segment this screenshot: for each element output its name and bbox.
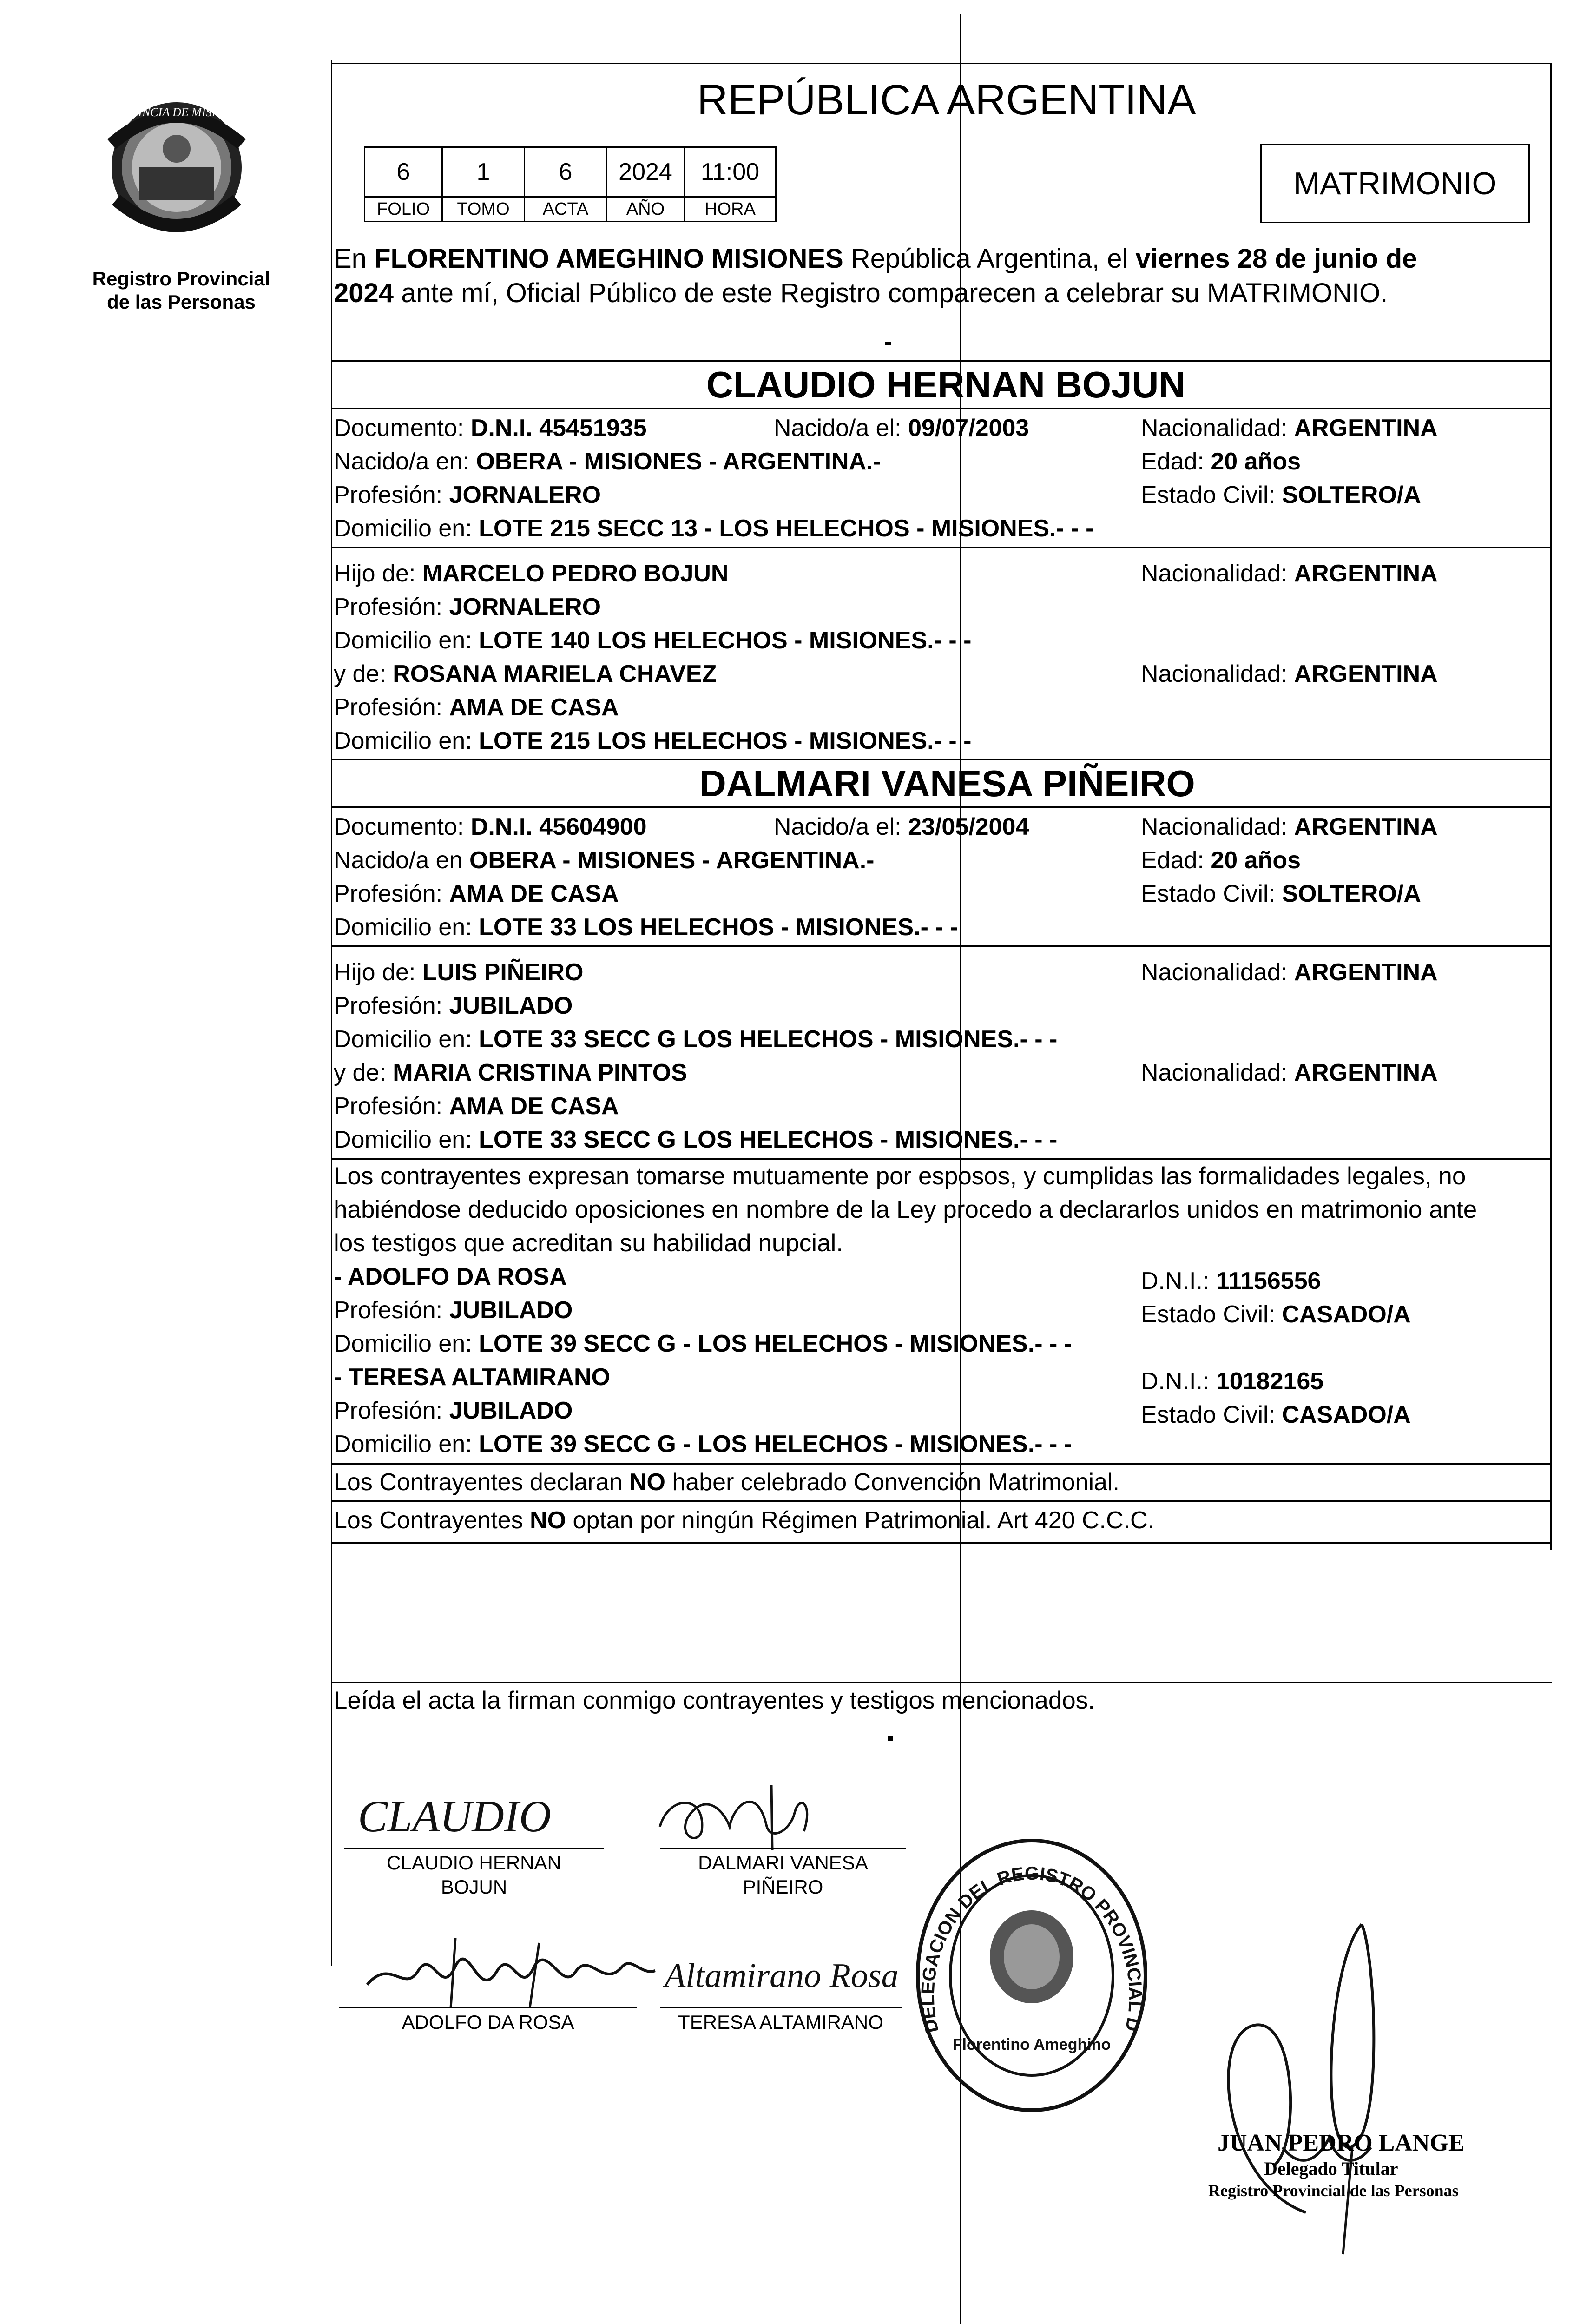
left-margin-line-lower <box>331 1501 332 1966</box>
official-name: JUAN PEDRO LANGE <box>1218 2130 1465 2156</box>
signer2-caption: DALMARI VANESA PIÑEIRO <box>698 1852 868 1898</box>
witness2-dni: D.N.I.: 10182165 <box>1141 1368 1324 1395</box>
spouse2-nationality: Nacionalidad: ARGENTINA <box>1141 813 1438 840</box>
signature-delegate <box>1190 1906 1450 2261</box>
seal-text: PROVINCIA DE MISIONES <box>107 106 246 119</box>
folio-label: FOLIO <box>364 196 443 222</box>
svg-text:Altamirano Rosa: Altamirano Rosa <box>665 1957 899 1995</box>
rule-notes-bottom <box>331 1542 1552 1544</box>
province-seal-icon <box>93 79 260 256</box>
spouse1-birthdate: Nacido/a el: 09/07/2003 <box>774 415 1029 442</box>
year-value: 2024 <box>606 146 685 198</box>
closing-text: Leída el acta la firman conmigo contrayentes y testigos mencionados. <box>334 1687 1095 1714</box>
declaration-line-3: los testigos que acreditan su habilidad nupcial. <box>334 1229 843 1257</box>
rule-spouse2-parents <box>331 945 1552 947</box>
spouse1-mother-profession: Profesión: AMA DE CASA <box>334 694 619 721</box>
svg-text:CLAUDIO: CLAUDIO <box>358 1791 552 1841</box>
year-label: AÑO <box>606 196 685 222</box>
hour-value: 11:00 <box>684 146 777 198</box>
note-regime: Los Contrayentes NO optan por ningún Régimen Patrimonial. Art 420 C.C.C. <box>334 1507 1155 1534</box>
spouse2-profession: Profesión: AMA DE CASA <box>334 880 619 907</box>
scan-mark-1 <box>885 342 891 345</box>
signer1-caption: CLAUDIO HERNAN BOJUN <box>387 1852 561 1898</box>
celebration-year: 2024 <box>334 278 394 308</box>
spouse2-birthdate: Nacido/a el: 23/05/2004 <box>774 813 1029 840</box>
svg-text:DELEGACION DEL REGISTRO PROVIN: DELEGACION DEL REGISTRO PROVINCIAL D <box>917 1863 1146 2035</box>
svg-text:Florentino Ameghino: Florentino Ameghino <box>952 2036 1111 2053</box>
spouse1-father-profession: Profesión: JORNALERO <box>334 594 601 621</box>
act-type: MATRIMONIO <box>1293 166 1497 201</box>
spouse2-mother-nationality: Nacionalidad: ARGENTINA <box>1141 1059 1438 1086</box>
hour-label: HORA <box>684 196 777 222</box>
tomo-value: 1 <box>441 146 525 198</box>
rule-notes-top <box>331 1463 1552 1465</box>
witness1-civil-status: Estado Civil: CASADO/A <box>1141 1301 1411 1328</box>
spouse2-mother: y de: MARIA CRISTINA PINTOS <box>334 1059 687 1086</box>
intro-line-2: 2024 ante mí, Oficial Público de este Registro comparecen a celebrar su MATRIMONIO. <box>334 278 1388 308</box>
spouse2-name: DALMARI VANESA PIÑEIRO <box>699 763 1195 804</box>
spouse2-civil-status: Estado Civil: SOLTERO/A <box>1141 880 1421 907</box>
official-office: Registro Provincial de las Personas <box>1208 2181 1459 2200</box>
acta-value: 6 <box>524 146 607 198</box>
witness2-profession: Profesión: JUBILADO <box>334 1397 573 1424</box>
spouse1-document: Documento: D.N.I. 45451935 <box>334 415 647 442</box>
witness2-civil-status: Estado Civil: CASADO/A <box>1141 1401 1411 1428</box>
folio-value: 6 <box>364 146 443 198</box>
spouse1-father-nationality: Nacionalidad: ARGENTINA <box>1141 560 1438 587</box>
witness1-dni: D.N.I.: 11156556 <box>1141 1268 1321 1294</box>
spouse1-father-address: Domicilio en: LOTE 140 LOS HELECHOS - MISIONES.- - - <box>334 627 972 654</box>
registry-name-line1: Registro Provincial <box>92 268 270 290</box>
rule-spouse1-name <box>331 408 1552 409</box>
registry-logo <box>93 79 260 256</box>
spouse1-civil-status: Estado Civil: SOLTERO/A <box>1141 482 1421 508</box>
rule-spouse2-name <box>331 806 1552 808</box>
signature-line-1 <box>344 1848 604 1849</box>
delegation-stamp-icon <box>911 1836 1152 2124</box>
spouse1-mother: y de: ROSANA MARIELA CHAVEZ <box>334 660 717 687</box>
rule-declaration-top <box>331 1158 1552 1160</box>
header-top-rule <box>331 63 1552 64</box>
signature-dalmari <box>651 1776 846 1857</box>
signer4-caption: TERESA ALTAMIRANO <box>678 2011 883 2033</box>
spouse1-mother-nationality: Nacionalidad: ARGENTINA <box>1141 660 1438 687</box>
spouse2-mother-profession: Profesión: AMA DE CASA <box>334 1093 619 1120</box>
witness2-address: Domicilio en: LOTE 39 SECC G - LOS HELECHOS - MISIONES.- - - <box>334 1431 1073 1458</box>
witness1-address: Domicilio en: LOTE 39 SECC G - LOS HELECHOS - MISIONES.- - - <box>334 1330 1073 1357</box>
delegation-stamp <box>911 1836 1152 2124</box>
declaration-line-2: habiéndose deducido oposiciones en nombre de la Ley procedo a declararlos unidos en matrimonio ante <box>334 1196 1477 1223</box>
scan-mark-2 <box>888 1736 893 1741</box>
celebration-date: viernes 28 de junio de <box>1135 244 1417 274</box>
acta-label: ACTA <box>524 196 607 222</box>
spouse1-profession: Profesión: JORNALERO <box>334 482 601 508</box>
country-title: REPÚBLICA ARGENTINA <box>697 76 1196 124</box>
spouse1-age: Edad: 20 años <box>1141 448 1301 475</box>
official-title: Delegado Titular <box>1264 2158 1398 2179</box>
note-convention: Los Contrayentes declaran NO haber celebrado Convención Matrimonial. <box>334 1469 1119 1496</box>
signature-teresa <box>660 1943 920 2006</box>
act-type-box <box>1260 144 1530 223</box>
signature-line-3 <box>339 2007 637 2008</box>
spouse2-address: Domicilio en: LOTE 33 LOS HELECHOS - MISIONES.- - - <box>334 914 958 941</box>
spouse2-age: Edad: 20 años <box>1141 847 1301 874</box>
registry-name-line2: de las Personas <box>107 291 256 313</box>
tomo-label: TOMO <box>441 196 525 222</box>
spouse2-father-address: Domicilio en: LOTE 33 SECC G LOS HELECHOS - MISIONES.- - - <box>334 1026 1058 1053</box>
signer3-caption: ADOLFO DA ROSA <box>402 2011 574 2033</box>
spouse1-name: CLAUDIO HERNAN BOJUN <box>706 364 1186 405</box>
teresa-signature-mark <box>660 1943 920 2003</box>
spouse2-mother-address: Domicilio en: LOTE 33 SECC G LOS HELECHOS - MISIONES.- - - <box>334 1126 1058 1153</box>
spouse1-father: Hijo de: MARCELO PEDRO BOJUN <box>334 560 729 587</box>
rule-spouse1-top <box>331 360 1552 362</box>
intro-line-1: En FLORENTINO AMEGHINO MISIONES República Argentina, el viernes 28 de junio de <box>334 244 1417 274</box>
rule-spouse1-parents <box>331 547 1552 548</box>
witness1-name: - ADOLFO DA ROSA <box>334 1263 567 1290</box>
rule-notes-mid <box>331 1500 1552 1502</box>
spouse2-father: Hijo de: LUIS PIÑEIRO <box>334 959 584 986</box>
spouse1-nationality: Nacionalidad: ARGENTINA <box>1141 415 1438 442</box>
spouse2-father-nationality: Nacionalidad: ARGENTINA <box>1141 959 1438 986</box>
rule-spouse2-top <box>331 759 1552 760</box>
spouse2-father-profession: Profesión: JUBILADO <box>334 992 573 1019</box>
signature-adolfo <box>362 1929 660 2015</box>
rule-closing-top <box>331 1682 1552 1683</box>
spouse1-mother-address: Domicilio en: LOTE 215 LOS HELECHOS - MISIONES.- - - <box>334 727 972 754</box>
adolfo-signature-mark <box>362 1929 660 2013</box>
signature-claudio <box>353 1780 595 1852</box>
claudio-signature-mark <box>353 1780 595 1850</box>
delegate-signature-mark <box>1190 1906 1450 2259</box>
celebration-place: FLORENTINO AMEGHINO MISIONES <box>374 244 843 274</box>
registry-name <box>70 267 293 314</box>
spouse2-birthplace: Nacido/a en OBERA - MISIONES - ARGENTINA.- <box>334 847 875 874</box>
signature-line-2 <box>660 1848 906 1849</box>
spouse2-document: Documento: D.N.I. 45604900 <box>334 813 647 840</box>
official-block <box>1208 2129 1543 2201</box>
witness2-name: - TERESA ALTAMIRANO <box>334 1364 611 1391</box>
witness1-profession: Profesión: JUBILADO <box>334 1297 573 1324</box>
dalmari-signature-mark <box>651 1776 846 1855</box>
signature-line-4 <box>660 2007 902 2008</box>
declaration-line-1: Los contrayentes expresan tomarse mutuamente por esposos, y cumplidas las formalidades legales, no <box>334 1162 1466 1190</box>
spouse1-birthplace: Nacido/a en: OBERA - MISIONES - ARGENTINA.- <box>334 448 881 475</box>
left-margin-line <box>331 60 332 1501</box>
spouse1-address: Domicilio en: LOTE 215 SECC 13 - LOS HELECHOS - MISIONES.- - - <box>334 515 1094 542</box>
